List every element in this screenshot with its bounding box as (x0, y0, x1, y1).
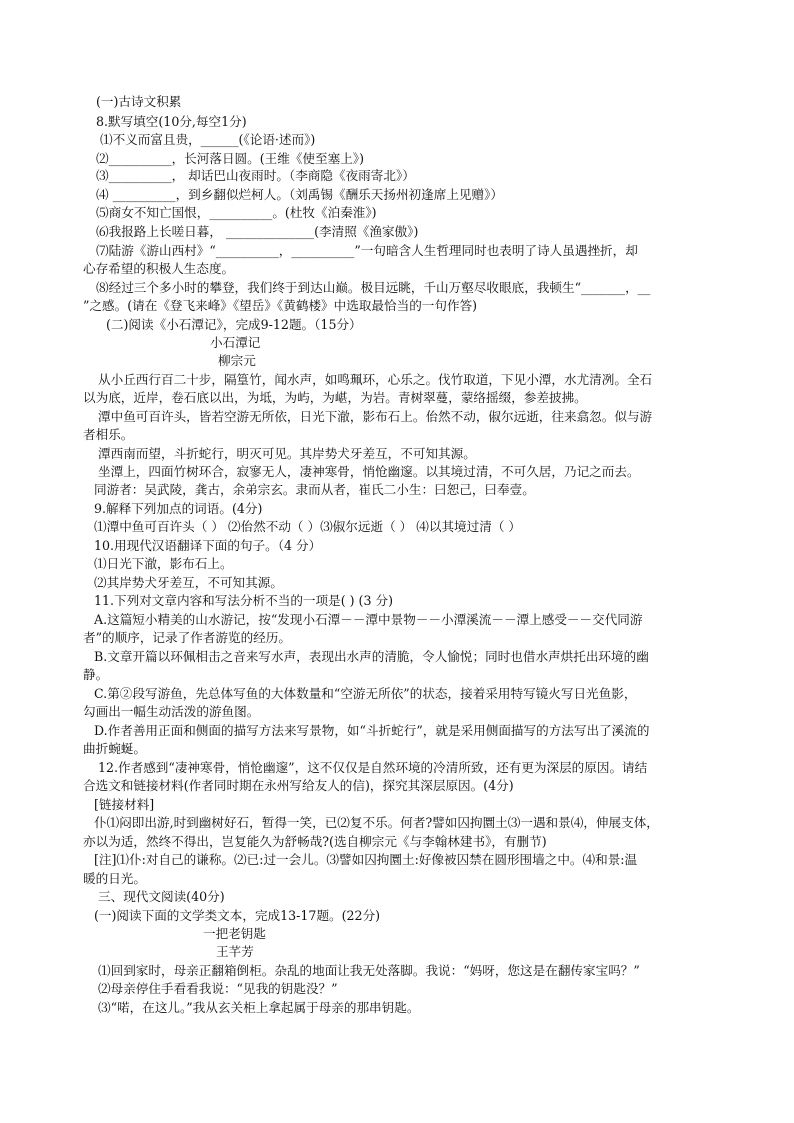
story-title: 一把老钥匙 (203, 926, 266, 941)
story-line: ⑵母亲停住手看看我说：“见我的钥匙没？” (98, 981, 338, 996)
option-line: C.第②段写游鱼，先总体写鱼的大体数量和“空游无所依”的状态，接着采用特写镜火写日光鱼影， (94, 686, 637, 701)
question-item: ⑴日光下澈，影布石上。 (94, 556, 233, 571)
question-item: ⑵其岸势犬牙差互，不可知其源。 (94, 575, 283, 590)
link-title: [链接材料] (94, 797, 155, 812)
story-author: 王芊芳 (216, 944, 254, 959)
paragraph-line: 潭西南而望，斗折蛇行，明灭可见。其岸势犬牙差互，不可知其源。 (98, 446, 476, 461)
fill-line: ”之感。(请在《登飞来峰》《望岳》《黄鹤楼》中选取最恰当的一句作答) (83, 298, 478, 313)
option-line: B.文章开篇以环佩相击之音来写水声，表现出水声的清脆，令人愉悦；同时也借水声烘托出环境的幽 (94, 649, 649, 664)
question-items: ⑴潭中鱼可百许头（ ） ⑵佁然不动（ ）⑶俶尔远逝（ ） ⑷以其境过清（ ） (94, 519, 522, 534)
essay-title: 小石潭记 (210, 335, 261, 350)
option-line: 者”的顺序，记录了作者游览的经历。 (83, 630, 291, 645)
story-line: ⑴回到家时，母亲正翻箱倒柜。杂乱的地面让我无处落脚。我说：“妈呀，您这是在翻传家宝吗？” (98, 963, 640, 978)
section-heading: (一)古诗文积累 (96, 94, 182, 109)
paragraph-line: 坐潭上，四面竹树环合，寂寥无人，凄神寒骨，悄怆幽邃。以其境过清，不可久居，乃记之而去。 (98, 464, 640, 479)
paragraph-line: 同游者：吴武陵，龚古，余弟宗玄。隶而从者，崔氏二小生：曰恕己，曰奉壹。 (94, 482, 535, 497)
paragraph-line: 从小丘西行百二十步，隔篁竹，闻水声，如鸣珮环，心乐之。伐竹取道，下见小潭，水尤清冽。全石 (98, 372, 653, 387)
section-heading: (一)阅读下面的文学类文本，完成13-17题。(22分) (94, 908, 381, 923)
link-line: 亦以为适，然终不得出，岂复能久为舒畅哉?(选自柳宗元《与李翰林建书》，有删节) (83, 834, 547, 849)
question-title: 8.默写填空(10分,每空1分) (96, 114, 247, 129)
paragraph-line: 潭中鱼可百许头，皆若空游无所依，日光下澈，影布石上。佁然不动，俶尔远逝，往来翕忽。似与游 (98, 409, 653, 424)
question-title: 11.下列对文章内容和写法分析不当的一项是( ) (3 分) (94, 593, 393, 608)
essay-author: 柳宗元 (218, 353, 256, 368)
note-line: 暖的日光。 (83, 871, 146, 886)
fill-line: ⑹我报路上长嗟日暮， ______________(李清照《渔家傲》) (96, 224, 419, 239)
option-line: 静。 (83, 667, 109, 682)
fill-line: ⑸商女不知亡国恨，__________。(杜牧《泊秦淮》) (96, 205, 377, 220)
section-heading: (二)阅读《小石潭记》，完成9-12题。（15分） (106, 317, 362, 332)
question-title: 10.用现代汉语翻译下面的句子。（4 分） (94, 538, 322, 553)
option-line: D.作者善用正面和侧面的描写方法来写景物，如“斗折蛇行”，就是采用侧面描写的方法写出了溪流的 (94, 723, 650, 738)
fill-line: ⑴不义而富且贵，______(《论语·述而》) (100, 132, 316, 147)
option-line: 曲折蜿蜒。 (83, 741, 146, 756)
question-title: 12.作者感到“凄神寒骨，悄怆幽邃”，这不仅仅是自然环境的冷清所致，还有更为深层的原因。请结 (98, 760, 648, 775)
link-line: 仆⑴闷即出游,时到幽树好石，暂得一笑，已⑵复不乐。何者?譬如囚拘圜土⑶一遇和景⑷，伸展支体， (94, 815, 659, 830)
question-title: 合选文和链接材料(作者同时期在永州写给友人的信)，探究其深层原因。(4分) (83, 778, 514, 793)
fill-line: ⑵__________，长河落日圆。(王维《使至塞上》) (96, 151, 364, 166)
fill-line: ⑺陆游《游山西村》“__________，__________”一句暗含人生哲理同时也表明了诗人虽遇挫折，却 (96, 243, 638, 258)
fill-line: ⑶__________， 却话巴山夜雨时。（李商隐《夜雨寄北》） (96, 168, 415, 183)
note-line: [注]⑴仆:对自己的谦称。⑵已:过一会儿。⑶譬如囚拘圜土:好像被囚禁在圆形围墙之中。⑷和景:温 (94, 852, 638, 867)
fill-line: ⑻经过三个多小时的攀登，我们终于到达山巅。极目远眺，千山万壑尽收眼底，我顿生“_______，__ (96, 280, 651, 295)
paragraph-line: 以为底，近岸，卷石底以出，为坻，为屿，为嵁，为岩。青树翠蔓，蒙络摇缀，参差披拂。 (83, 390, 587, 405)
paragraph-line: 者相乐。 (83, 427, 134, 442)
fill-line: ⑷ __________，到乡翻似烂柯人。（刘禹锡《酬乐天扬州初逢席上见赠》） (96, 187, 503, 202)
section-heading: 三、现代文阅读(40分) (98, 889, 225, 904)
option-line: 勾画出一幅生动活泼的游鱼图。 (83, 704, 260, 719)
fill-line: 心存希望的积极人生态度。 (83, 261, 235, 276)
story-line: ⑶“喏，在这儿。”我从玄关柜上拿起属于母亲的那串钥匙。 (98, 1000, 420, 1015)
question-title: 9.解释下列加点的词语。(4分) (94, 501, 263, 516)
option-line: A.这篇短小精美的山水游记，按“发现小石潭－－潭中景物－－小潭溪流－－潭上感受－－交代同游 (94, 612, 643, 627)
